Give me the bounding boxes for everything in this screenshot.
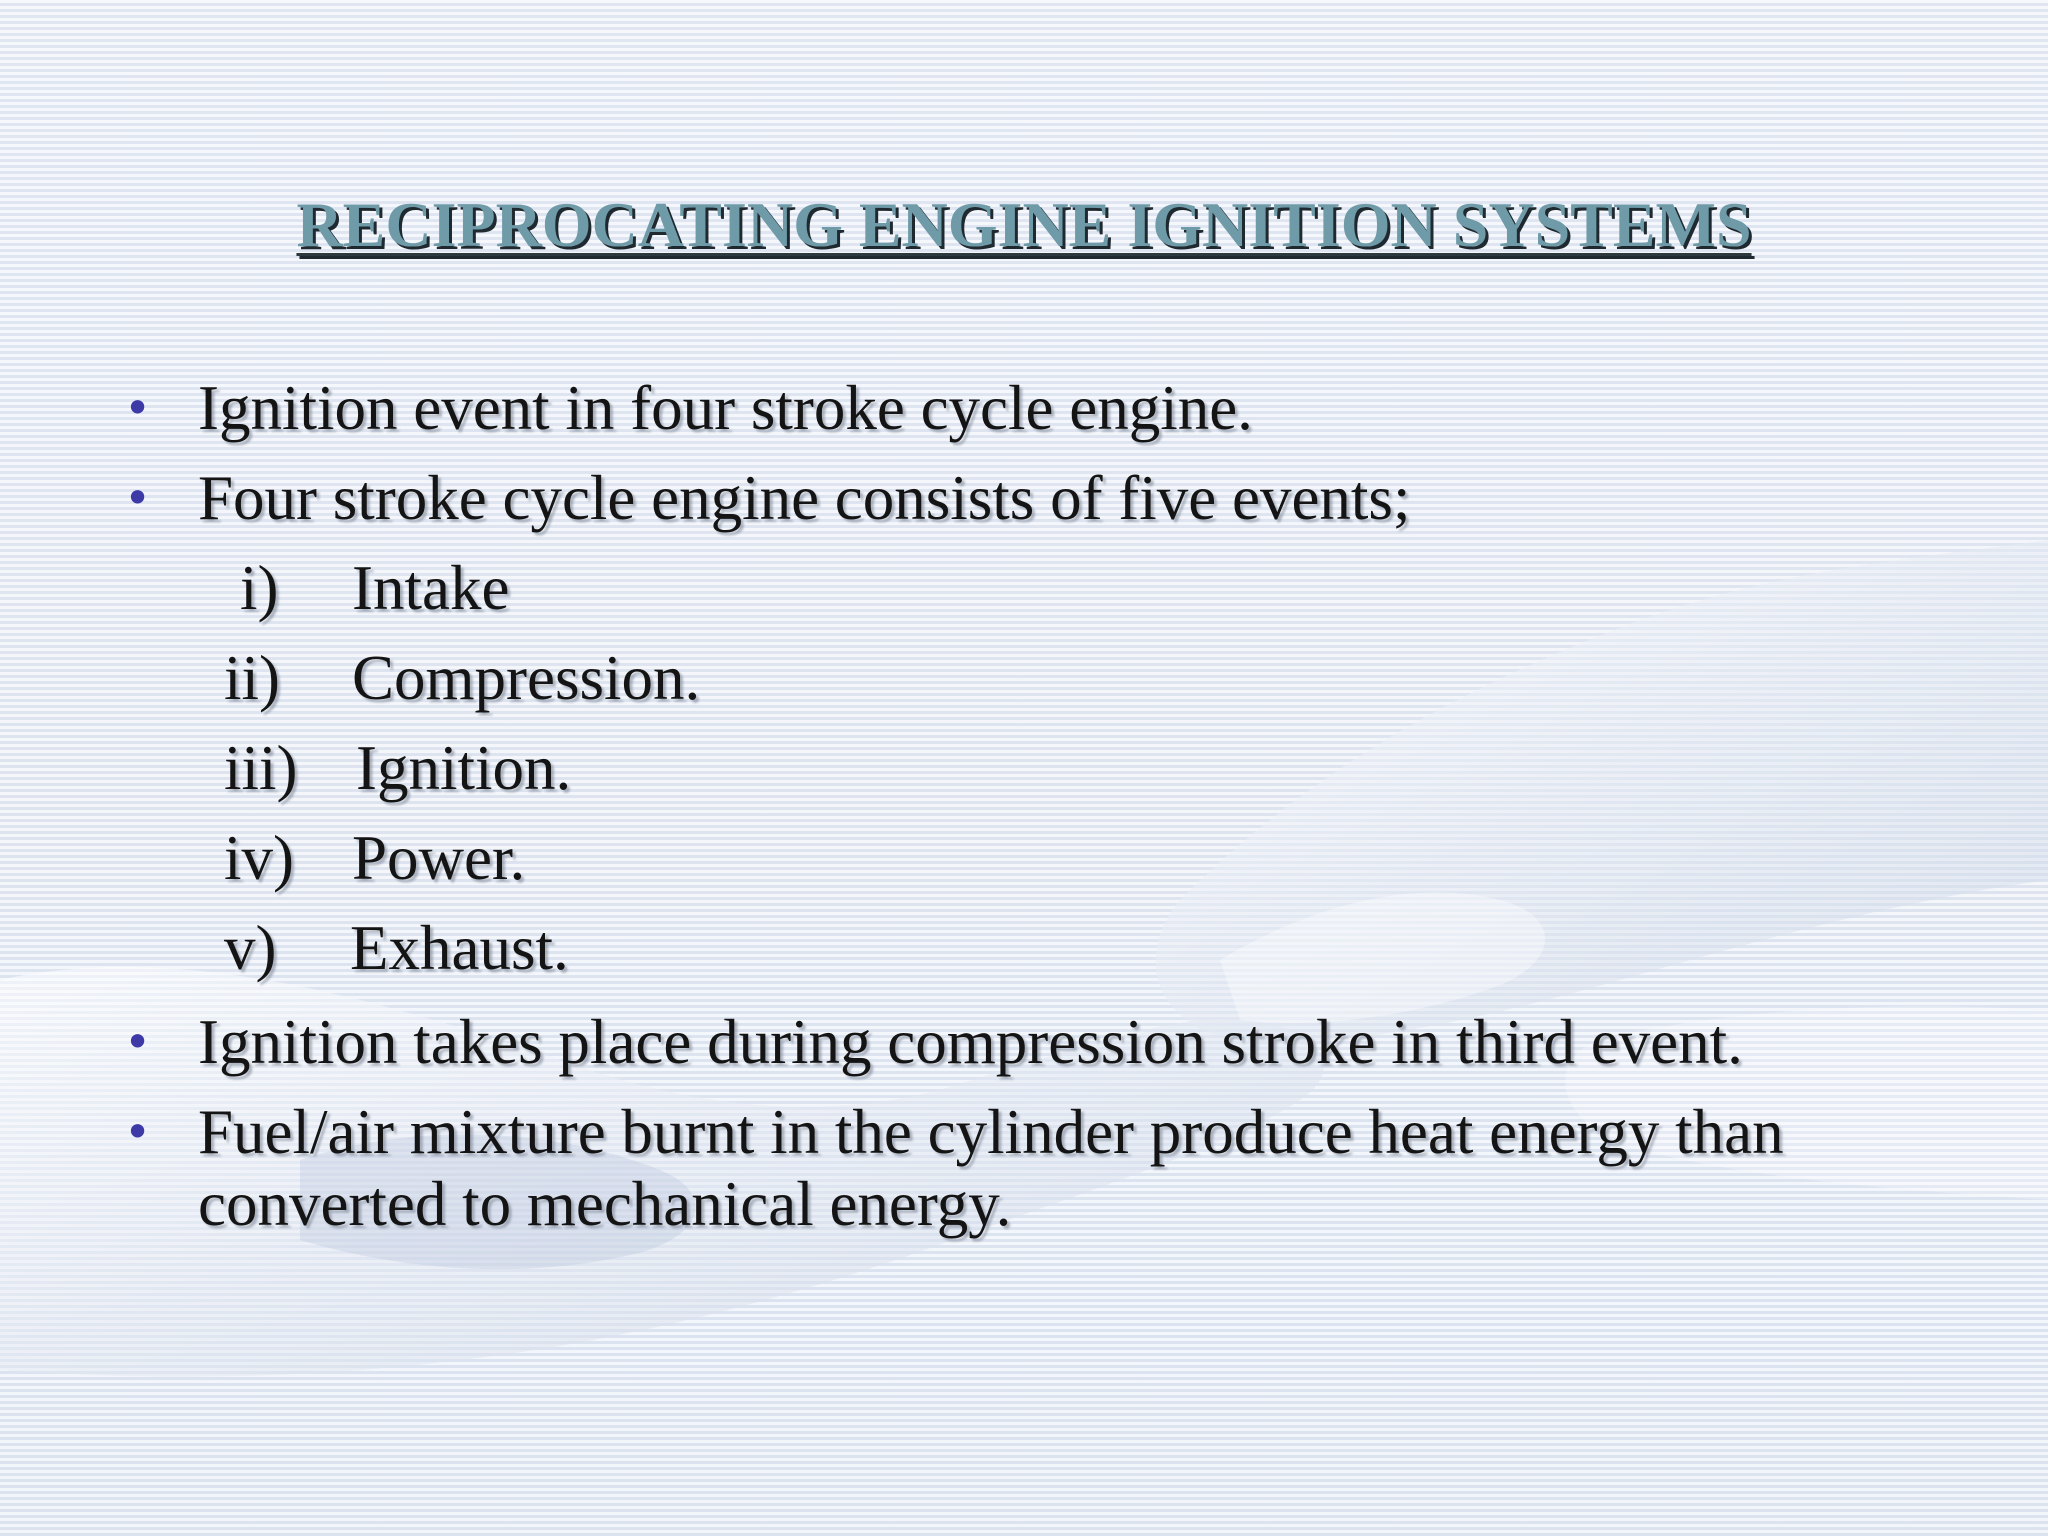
bullet-item-3: Ignition takes place during compression stroke in third event. bbox=[198, 1007, 1743, 1077]
event-label: Ignition. bbox=[356, 733, 572, 803]
event-label: Compression. bbox=[352, 643, 701, 713]
bullet-icon: • bbox=[124, 1105, 152, 1159]
event-label: Exhaust. bbox=[350, 913, 569, 983]
event-number: v) bbox=[224, 913, 277, 983]
bullet-item-4-line-1: Fuel/air mixture burnt in the cylinder produce heat energy than bbox=[198, 1097, 1784, 1167]
event-label: Intake bbox=[352, 553, 510, 623]
event-number: iii) bbox=[224, 733, 298, 803]
event-label: Power. bbox=[352, 823, 526, 893]
event-number: i) bbox=[240, 553, 279, 623]
bullet-icon: • bbox=[124, 381, 152, 435]
bullet-item-4-line-2: converted to mechanical energy. bbox=[198, 1169, 1012, 1239]
bullet-icon: • bbox=[124, 471, 152, 525]
bullet-item-1: Ignition event in four stroke cycle engine. bbox=[198, 373, 1253, 443]
bullet-icon: • bbox=[124, 1015, 152, 1069]
event-number: ii) bbox=[224, 643, 280, 713]
event-number: iv) bbox=[224, 823, 294, 893]
slide-title: RECIPROCATING ENGINE IGNITION SYSTEMS bbox=[296, 189, 1752, 260]
bullet-item-2: Four stroke cycle engine consists of five events; bbox=[198, 463, 1411, 533]
